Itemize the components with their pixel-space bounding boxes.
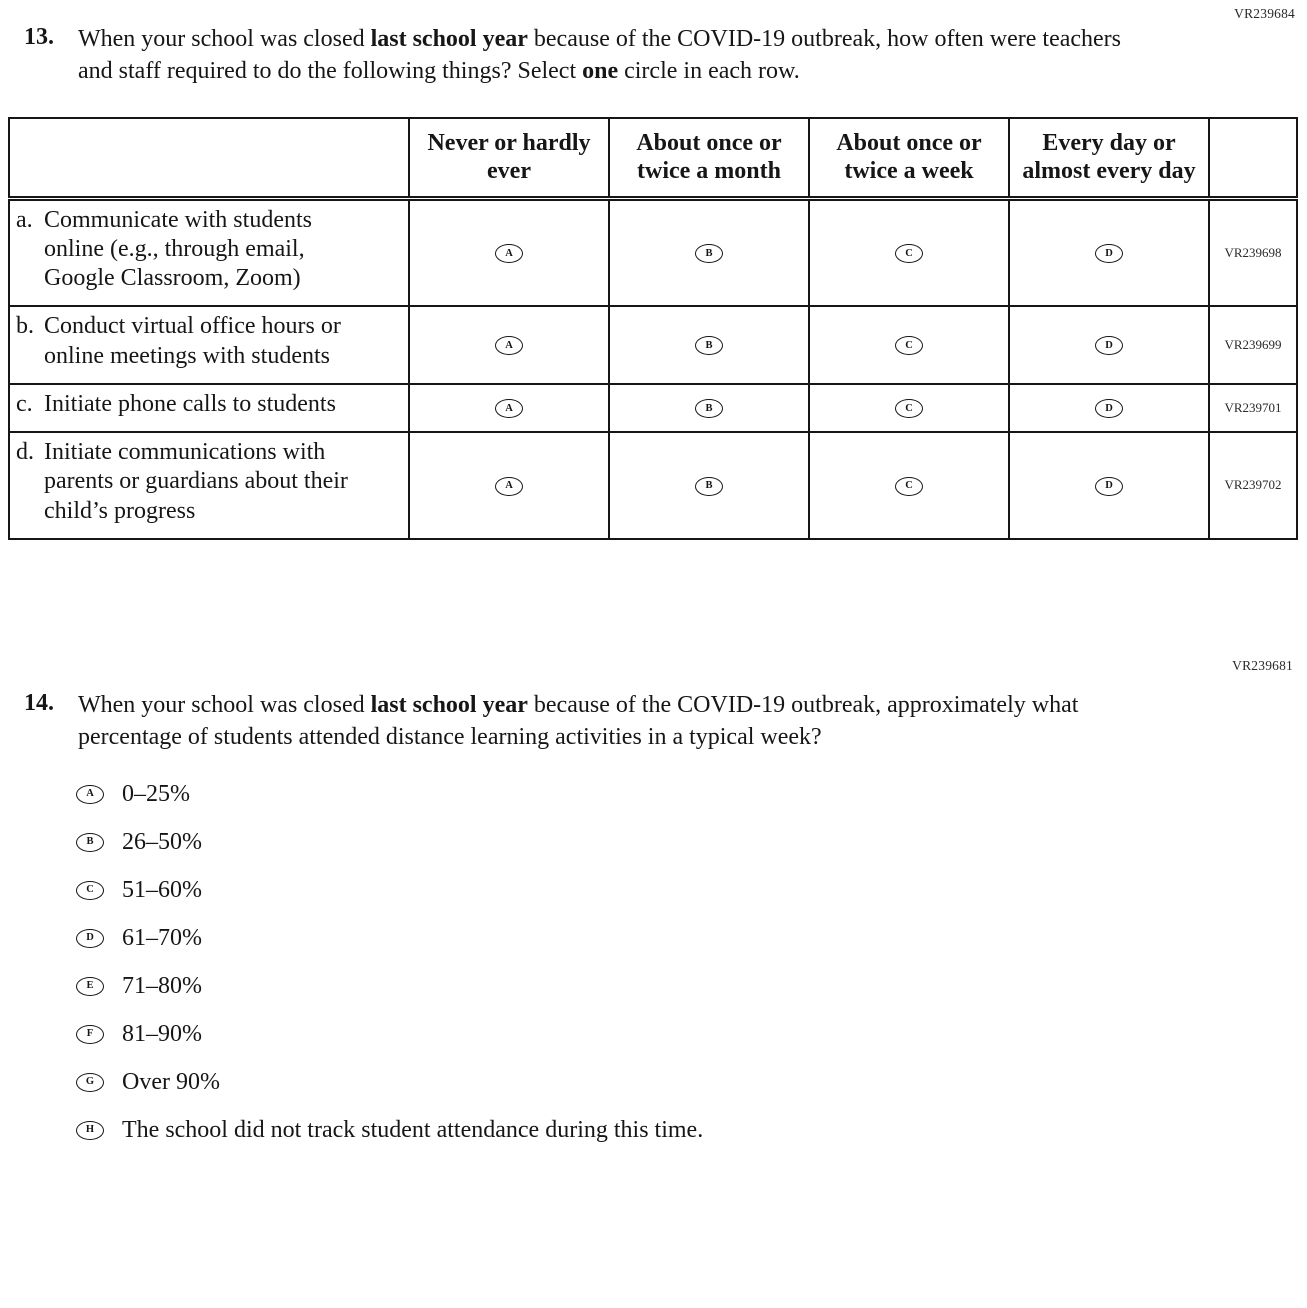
option-label-b: 26–50% <box>122 829 202 856</box>
option-bubble-A[interactable]: A <box>495 336 523 355</box>
option-bubble-B[interactable]: B <box>695 336 723 355</box>
option-bubble-D[interactable]: D <box>1095 336 1123 355</box>
row-a-cell-never <box>409 198 609 306</box>
option-bubble-A[interactable]: A <box>495 399 523 418</box>
option-bubble-A[interactable]: A <box>495 244 523 263</box>
question-14 <box>24 690 1307 753</box>
option-bubble-B[interactable]: B <box>695 399 723 418</box>
q13-text-part-1: When your school was closed <box>78 26 371 52</box>
row-d-cell-never <box>409 432 609 539</box>
option-bubble-C[interactable]: C <box>895 244 923 263</box>
row-d-cell-week <box>809 432 1009 539</box>
option-bubble-C[interactable]: C <box>895 477 923 496</box>
form-code-mid-right: VR239681 <box>1232 657 1293 673</box>
option-label-e: 71–80% <box>122 973 202 1000</box>
row-a-cell-week <box>809 198 1009 306</box>
option-bubble-G[interactable]: G <box>76 1073 104 1092</box>
row-a-cell-month <box>609 198 809 306</box>
option-bubble-A[interactable]: A <box>76 785 104 804</box>
form-code-top-right: VR239684 <box>1234 6 1295 21</box>
matrix-row-b <box>9 306 1297 384</box>
q14-option-c[interactable] <box>76 875 1307 905</box>
q14-option-h[interactable] <box>76 1115 1307 1145</box>
option-bubble-D[interactable]: D <box>1095 244 1123 263</box>
row-a-cell-daily <box>1009 198 1209 306</box>
row-d-letter: d. <box>16 439 34 466</box>
q14-text-bold-1: last school year <box>370 691 528 718</box>
row-b-cell-never <box>409 306 609 384</box>
option-bubble-B[interactable]: B <box>695 244 723 263</box>
question-13-text <box>78 24 1134 87</box>
question-13 <box>24 0 1307 87</box>
q14-text-part-1: When your school was closed <box>78 691 371 718</box>
row-d-label-cell <box>9 432 409 539</box>
q13-text-part-2: because of the COVID-19 outbreak, how often were teachers and staff required to do the following things? Select <box>78 26 1122 84</box>
q13-text-bold-2: one <box>582 57 619 84</box>
q14-option-a[interactable] <box>76 779 1307 809</box>
matrix-row-c <box>9 384 1297 432</box>
row-d-cell-daily <box>1009 432 1209 539</box>
option-bubble-D[interactable]: D <box>1095 399 1123 418</box>
option-label-a: 0–25% <box>122 781 190 808</box>
q14-options-list <box>76 779 1307 1145</box>
row-a-label-text: Communicate with students online (e.g., through email, Google Classroom, Zoom) <box>44 206 312 292</box>
q14-option-d[interactable] <box>76 923 1307 953</box>
row-b-label-cell <box>9 306 409 384</box>
row-a-label-cell <box>9 198 409 306</box>
option-bubble-C[interactable]: C <box>895 336 923 355</box>
row-a-letter: a. <box>16 206 33 233</box>
row-c-cell-week <box>809 384 1009 432</box>
row-b-cell-week <box>809 306 1009 384</box>
question-13-number: 13. <box>24 24 54 50</box>
matrix-header-code-empty <box>1209 118 1297 198</box>
matrix-row-d <box>9 432 1297 539</box>
matrix-header-once-month: About once or twice a month <box>609 118 809 198</box>
row-c-label-cell <box>9 384 409 432</box>
row-c-cell-daily <box>1009 384 1209 432</box>
matrix-header-once-week: About once or twice a week <box>809 118 1009 198</box>
q14-option-g[interactable] <box>76 1067 1307 1097</box>
q14-option-b[interactable] <box>76 827 1307 857</box>
option-bubble-E[interactable]: E <box>76 977 104 996</box>
q14-text-part-2: because of the COVID-19 outbreak, approximately what percentage of students attended distance learning activities in a typical week? <box>78 691 1079 750</box>
option-label-c: 51–60% <box>122 877 202 904</box>
matrix-header-empty <box>9 118 409 198</box>
option-bubble-C[interactable]: C <box>76 881 104 900</box>
row-b-cell-month <box>609 306 809 384</box>
matrix-header-never: Never or hardly ever <box>409 118 609 198</box>
option-bubble-F[interactable]: F <box>76 1025 104 1044</box>
row-c-cell-month <box>609 384 809 432</box>
question-14-text <box>78 690 1134 753</box>
matrix-header-every-day: Every day or almost every day <box>1009 118 1209 198</box>
option-bubble-H[interactable]: H <box>76 1121 104 1140</box>
row-d-code: VR239702 <box>1209 432 1297 539</box>
question-14-number: 14. <box>24 689 54 716</box>
q14-option-e[interactable] <box>76 971 1307 1001</box>
row-c-label-text: Initiate phone calls to students <box>44 390 336 417</box>
option-bubble-C[interactable]: C <box>895 399 923 418</box>
row-c-cell-never <box>409 384 609 432</box>
row-c-letter: c. <box>16 390 33 417</box>
option-bubble-B[interactable]: B <box>695 477 723 496</box>
row-b-cell-daily <box>1009 306 1209 384</box>
q14-option-f[interactable] <box>76 1019 1307 1049</box>
option-bubble-D[interactable]: D <box>1095 477 1123 496</box>
row-c-code: VR239701 <box>1209 384 1297 432</box>
row-b-label-text: Conduct virtual office hours or online meetings with students <box>44 313 341 369</box>
matrix-row-a <box>9 198 1297 306</box>
option-bubble-D[interactable]: D <box>76 929 104 948</box>
option-label-f: 81–90% <box>122 1021 202 1048</box>
row-b-code: VR239699 <box>1209 306 1297 384</box>
row-d-cell-month <box>609 432 809 539</box>
row-d-label-text: Initiate communications with parents or guardians about their child’s progress <box>44 439 348 524</box>
option-label-d: 61–70% <box>122 925 202 952</box>
row-b-letter: b. <box>16 313 34 340</box>
q13-text-part-3: circle in each row. <box>618 57 800 84</box>
matrix-header-row <box>9 118 1297 198</box>
option-bubble-A[interactable]: A <box>495 477 523 496</box>
q13-response-matrix <box>8 117 1298 540</box>
q13-text-bold-1: last school year <box>370 26 528 52</box>
row-a-code: VR239698 <box>1209 198 1297 306</box>
option-bubble-B[interactable]: B <box>76 833 104 852</box>
option-label-g: Over 90% <box>122 1069 220 1096</box>
option-label-h: The school did not track student attendance during this time. <box>122 1117 704 1144</box>
